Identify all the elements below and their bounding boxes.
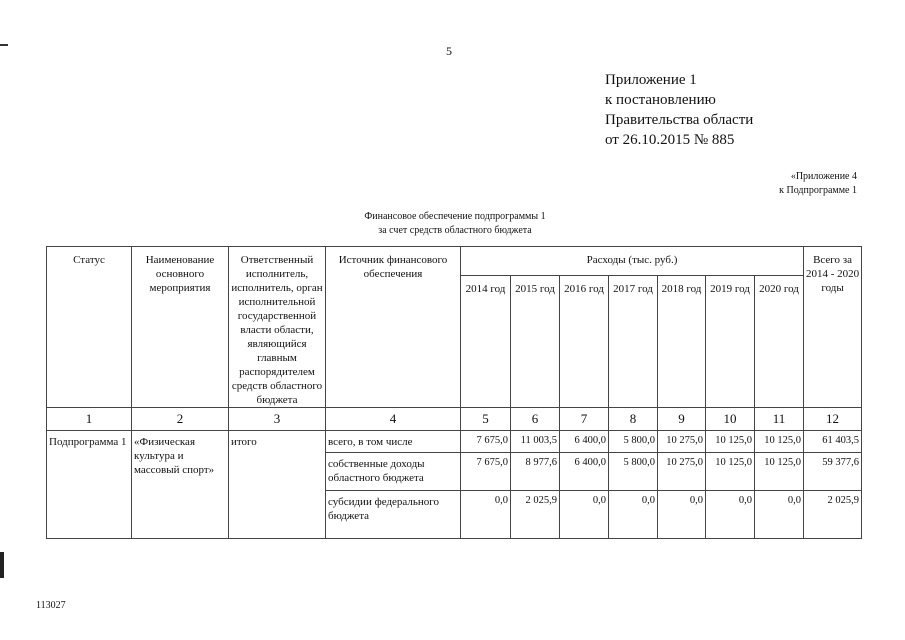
header-year: 2016 год [560, 275, 609, 407]
appendix4-header [779, 170, 857, 198]
column-number: 11 [755, 408, 804, 431]
column-number: 5 [461, 408, 511, 431]
total-cell: 2 025,9 [804, 491, 862, 539]
column-number: 4 [326, 408, 461, 431]
document-code: 113027 [36, 600, 66, 611]
page-number: 5 [446, 44, 452, 58]
caption-line: за счет средств областного бюджета [378, 225, 532, 236]
value-cell: 8 977,6 [511, 453, 560, 491]
value-cell: 0,0 [658, 491, 706, 539]
status-cell: Подпрограмма 1 [47, 431, 132, 539]
value-cell: 10 125,0 [755, 431, 804, 453]
value-cell: 0,0 [609, 491, 658, 539]
header-year: 2019 год [706, 275, 755, 407]
appendix4-line: «Приложение 4 [790, 171, 857, 182]
appendix-line: Приложение 1 [605, 72, 697, 88]
source-cell: всего, в том числе [326, 431, 461, 453]
responsible-cell: итого [229, 431, 326, 539]
header-year: 2017 год [609, 275, 658, 407]
column-number: 9 [658, 408, 706, 431]
table-caption [295, 210, 615, 238]
value-cell: 10 275,0 [658, 431, 706, 453]
table-row [47, 431, 862, 453]
header-year: 2020 год [755, 275, 804, 407]
value-cell: 10 125,0 [706, 431, 755, 453]
value-cell: 0,0 [560, 491, 609, 539]
column-number: 12 [804, 408, 862, 431]
column-number: 8 [609, 408, 658, 431]
header-year: 2015 год [511, 275, 560, 407]
name-cell: «Физическая культура и массовый спорт» [132, 431, 229, 539]
value-cell: 7 675,0 [461, 453, 511, 491]
value-cell: 5 800,0 [609, 453, 658, 491]
header-expenses: Расходы (тыс. руб.) [461, 247, 804, 276]
column-number: 2 [132, 408, 229, 431]
column-number: 7 [560, 408, 609, 431]
value-cell: 6 400,0 [560, 431, 609, 453]
header-name: Наименование основного мероприятия [132, 247, 229, 408]
value-cell: 0,0 [706, 491, 755, 539]
header-source: Источник финансового обеспечения [326, 247, 461, 408]
column-number: 3 [229, 408, 326, 431]
value-cell: 10 275,0 [658, 453, 706, 491]
value-cell: 11 003,5 [511, 431, 560, 453]
header-total: Всего за 2014 - 2020 годы [804, 247, 862, 408]
value-cell: 0,0 [461, 491, 511, 539]
column-number: 6 [511, 408, 560, 431]
caption-line: Финансовое обеспечение подпрограммы 1 [364, 211, 546, 222]
header-responsible: Ответственный исполнитель, исполнитель, орган исполнительной государственной власти области, являющийся главным распорядителем средств областного бюджета [229, 247, 326, 408]
header-year: 2014 год [461, 275, 511, 407]
source-cell: собственные доходы областного бюджета [326, 453, 461, 491]
value-cell: 10 125,0 [706, 453, 755, 491]
value-cell: 5 800,0 [609, 431, 658, 453]
total-cell: 59 377,6 [804, 453, 862, 491]
scan-mark [0, 44, 8, 46]
header-status: Статус [47, 247, 132, 408]
value-cell: 10 125,0 [755, 453, 804, 491]
appendix-line: к постановлению [605, 92, 716, 108]
column-number: 10 [706, 408, 755, 431]
appendix-line: от 26.10.2015 № 885 [605, 132, 735, 148]
total-cell: 61 403,5 [804, 431, 862, 453]
value-cell: 2 025,9 [511, 491, 560, 539]
column-number: 1 [47, 408, 132, 431]
appendix4-line: к Подпрограмме 1 [779, 185, 857, 196]
header-year: 2018 год [658, 275, 706, 407]
value-cell: 0,0 [755, 491, 804, 539]
source-cell: субсидии федерального бюджета [326, 491, 461, 539]
scan-mark [0, 552, 4, 578]
value-cell: 7 675,0 [461, 431, 511, 453]
appendix-header [605, 70, 753, 150]
financing-table [46, 246, 862, 539]
appendix-line: Правительства области [605, 112, 754, 128]
value-cell: 6 400,0 [560, 453, 609, 491]
